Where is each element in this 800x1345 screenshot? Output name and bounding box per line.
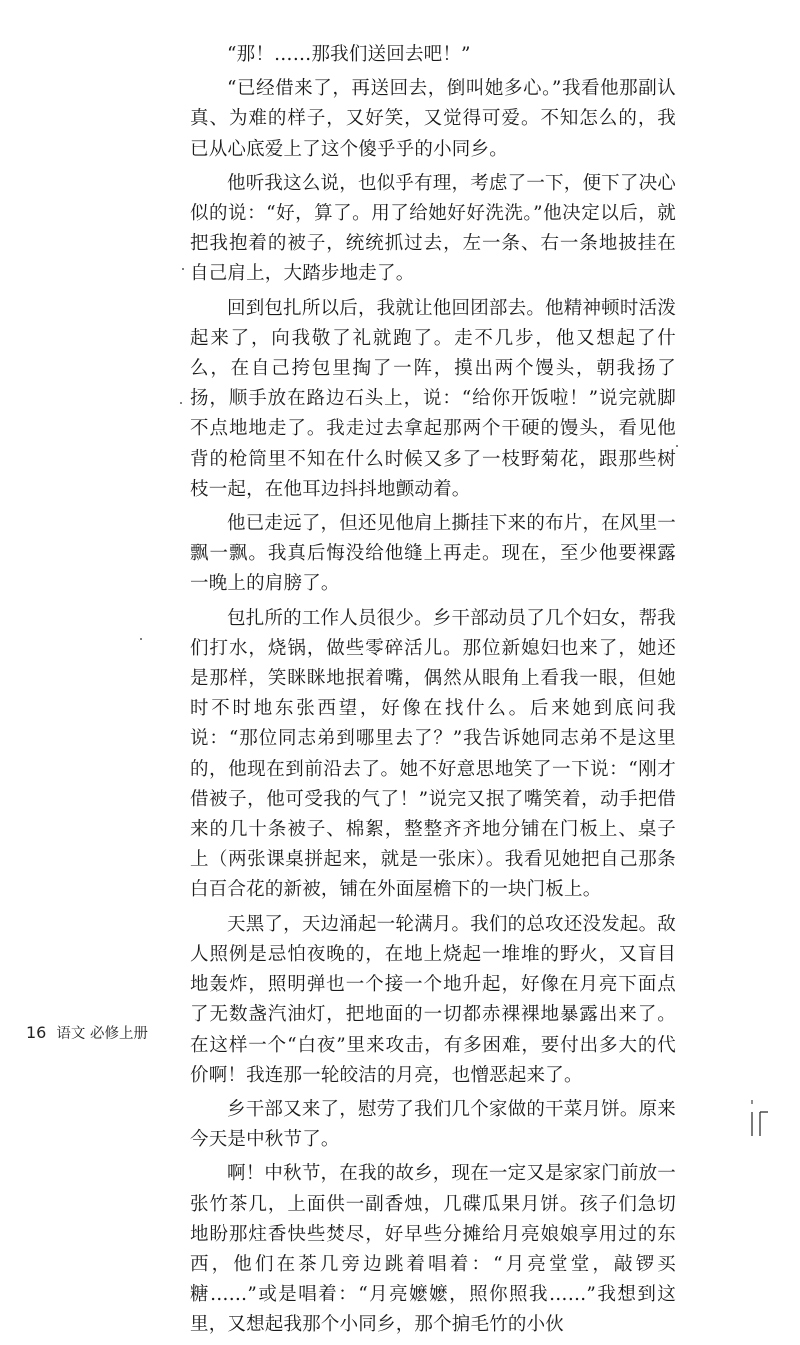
paragraph: 他听我这么说，也似乎有理，考虑了一下，便下了决心似的说：“好，算了。用了给她好好洗洗。”他决定以后，就把我抱着的被子，统统抓过去，左一条、右一条地披挂在自己肩上，大踏步地走了。 — [190, 172, 676, 285]
scan-speck — [180, 402, 182, 404]
paragraph: “那！……那我们送回去吧！” — [227, 44, 471, 65]
paragraph: 回到包扎所以后，我就让他回团部去。他精神顿时活泼起来了，向我敬了礼就跑了。走不几步，他又想起了什么，在自己挎包里掏了一阵，摸出两个馒头，朝我扬了扬，顺手放在路边石头上，说：“给你开饭啦！”说完就脚不点地地走了。我走过去拿起那两个干硬的馒头，看见他背的枪筒里不知在什么时候又多了一枝野菊花，跟那些树枝一起，在他耳边抖抖地颤动着。 — [190, 297, 676, 500]
paragraph: 啊！中秋节，在我的故乡，现在一定又是家家门前放一张竹茶几，上面供一副香烛，几碟瓜果月饼。孩子们急切地盼那炷香快些焚尽，好早些分摊给月亮娘娘享用过的东西，他们在茶几旁边跳着唱着：“月亮堂堂，敲锣买糖……”或是唱着：“月亮嬷嬷，照你照我……”我想到这里，又想起我那个小同乡，那个掮毛竹的小伙 — [190, 1163, 676, 1336]
scan-speck — [182, 268, 184, 270]
crop-mark — [744, 1098, 774, 1138]
page-footer — [26, 1022, 148, 1043]
scan-speck — [140, 638, 142, 640]
paragraph: 天黑了，天边涌起一轮满月。我们的总攻还没发起。敌人照例是忌怕夜晚的，在地上烧起一堆堆的野火，又盲目地轰炸，照明弹也一个接一个地升起，好像在月亮下面点了无数盏汽油灯，把地面的一切都赤裸裸地暴露出来了。在这样一个“白夜”里来攻击，有多困难，要付出多大的代价啊！我连那一轮皎洁的月亮，也憎恶起来了。 — [190, 913, 676, 1086]
paragraph: 包扎所的工作人员很少。乡干部动员了几个妇女，帮我们打水，烧锅，做些零碎活儿。那位新媳妇也来了，她还是那样，笑眯眯地抿着嘴，偶然从眼角上看我一眼，但她时不时地东张西望，好像在找什么。后来她到底问我说：“那位同志弟到哪里去了？”我告诉她同志弟不是这里的，他现在到前沿去了。她不好意思地笑了一下说：“刚才借被子，他可受我的气了！”说完又抿了嘴笑着，动手把借来的几十条被子、棉絮，整整齐齐地分铺在门板上、桌子上（两张课桌拼起来，就是一张床）。我看见她把自己那条白百合花的新被，铺在外面屋檐下的一块门板上。 — [190, 607, 676, 901]
paragraph: “已经借来了，再送回去，倒叫她多心。”我看他那副认真、为难的样子，又好笑，又觉得可爱。不知怎么的，我已从心底爱上了这个傻乎乎的小同乡。 — [190, 78, 676, 160]
book-title: 语文 必修上册 — [56, 1026, 148, 1042]
story-text — [190, 40, 676, 1345]
scan-speck — [676, 445, 678, 447]
page-number: 16 — [26, 1023, 47, 1042]
paragraph: 乡干部又来了，慰劳了我们几个家做的干菜月饼。原来今天是中秋节了。 — [190, 1098, 676, 1151]
paragraph: 他已走远了，但还见他肩上撕挂下来的布片，在风里一飘一飘。我真后悔没给他缝上再走。现在，至少他要裸露一晚上的肩膀了。 — [190, 513, 676, 595]
